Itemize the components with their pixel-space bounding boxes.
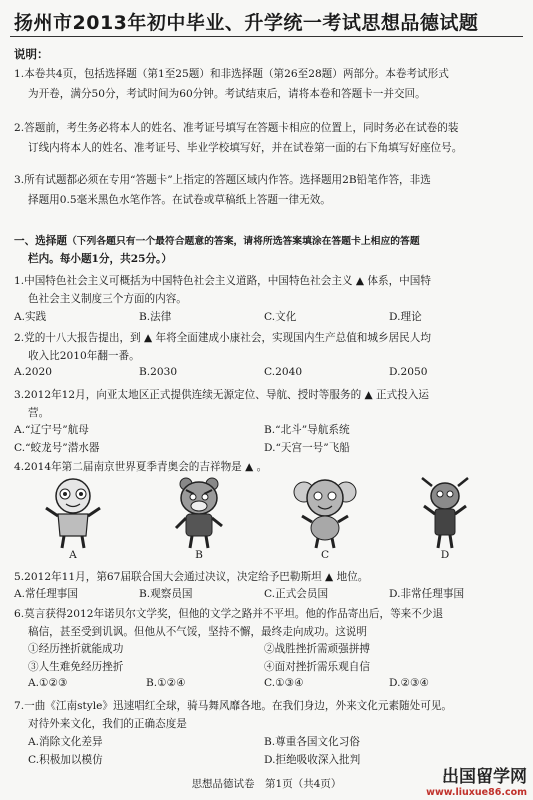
q1-option-b: B.法律 xyxy=(139,311,172,323)
q6-statement-4: ④面对挫折需乐观自信 xyxy=(264,661,370,673)
note-3 xyxy=(14,170,519,210)
q7-stem-2: 对待外来文化，我们的正确态度是 xyxy=(28,718,187,730)
q5-option-b: B.观察员国 xyxy=(139,588,193,600)
note-1 xyxy=(14,64,519,104)
q6-option-a: A.①②③ xyxy=(28,677,68,689)
q6-stem-1: 6.莫言获得2012年诺贝尔文学奖，但他的文学之路并不平坦。他的作品寄出后，等来不少退 xyxy=(14,608,444,620)
q6-statement-2: ②战胜挫折需顽强拼搏 xyxy=(264,643,370,655)
q6-option-d: D.②③④ xyxy=(389,677,429,689)
q6-option-c: C.①③④ xyxy=(264,677,304,689)
mascot-a-image xyxy=(38,476,108,550)
q4-stem: 4.2014年第二届南京世界夏季青奥会的吉祥物是 ▲ 。 xyxy=(14,461,268,473)
q4-mascot-options xyxy=(14,476,519,566)
note-1-line-2: 为开卷，满分50分，考试时间为60分钟。考试结束后，请将本卷和答题卡一并交回。 xyxy=(28,88,426,100)
title-rule xyxy=(10,36,523,37)
section-title: 一、选择题 xyxy=(14,235,67,247)
q3-options-ab xyxy=(14,422,519,440)
q2-options xyxy=(14,366,519,384)
q7-options-ab xyxy=(14,734,519,752)
q6-statement-3: ③人生难免经历挫折 xyxy=(28,661,124,673)
q3-option-d: D.“天宫一号”飞船 xyxy=(264,442,350,454)
q2-option-b: B.2030 xyxy=(139,366,178,378)
q5-options xyxy=(14,586,519,604)
q7-option-a: A.消除文化差异 xyxy=(28,736,103,748)
q3-option-b: B.“北斗”导航系统 xyxy=(264,424,350,436)
mascot-c-label: C xyxy=(320,549,330,561)
q7-option-d: D.拒绝吸收深入批判 xyxy=(264,754,361,766)
note-2-line-2: 订线内将本人的姓名、准考证号、毕业学校填写好，并在试卷第一面的右下角填写好座位号。 xyxy=(28,142,463,154)
q3-stem-2: 营。 xyxy=(28,407,50,419)
page-footer: 思想品德试卷 第1页（共4页） xyxy=(191,778,342,790)
q7-option-b: B.尊重各国文化习俗 xyxy=(264,736,360,748)
q3-stem-1: 3.2012年12月，向亚太地区正式提供连续无源定位、导航、授时等服务的 ▲ 正式投入运 xyxy=(14,389,430,401)
note-2-line-1: 2.答题前，考生务必将本人的姓名、准考证号填写在答题卡相应的位置上，同时务必在试卷的装 xyxy=(14,122,459,134)
q6-statements-34 xyxy=(14,659,519,677)
q3-option-c: C.“蛟龙号”潜水器 xyxy=(14,442,100,454)
section-instructions-1: （下列各题只有一个最符合题意的答案，请将所选答案填涂在答题卡上相应的答题 xyxy=(66,236,420,247)
mascot-b-label: B xyxy=(195,549,203,561)
note-2 xyxy=(14,118,519,158)
q2-option-d: D.2050 xyxy=(389,366,428,378)
q6-options xyxy=(14,677,519,695)
q1-option-d: D.理论 xyxy=(389,311,422,323)
q2-stem-2: 收入比2010年翻一番。 xyxy=(28,350,140,362)
q5-stem: 5.2012年11月，第67届联合国大会通过决议，决定给予巴勒斯坦 ▲ 地位。 xyxy=(14,571,369,583)
q6-statement-1: ①经历挫折就能成功 xyxy=(28,643,124,655)
q5-option-d: D.非常任理事国 xyxy=(389,588,465,600)
section-instructions-2: 栏内。每小题1分，共25分。） xyxy=(28,253,172,265)
q7-option-c: C.积极加以模仿 xyxy=(28,754,103,766)
q1-stem-2: 色社会主义制度三个方面的内容。 xyxy=(28,293,187,305)
q2-stem-1: 2.党的十八大报告提出，到 ▲ 年将全面建成小康社会，实现国内生产总值和城乡居民人均 xyxy=(14,332,431,344)
q3-option-a: A.“辽宁号”航母 xyxy=(14,424,89,436)
mascot-a-label: A xyxy=(69,549,77,561)
q6-stem-2: 稿信，甚至受到讥讽。但他从不气馁，坚持不懈，最终走向成功。这说明 xyxy=(28,626,367,638)
section-heading xyxy=(14,232,519,251)
mascot-d-label: D xyxy=(440,549,450,561)
q5-option-c: C.正式会员国 xyxy=(264,588,329,600)
q2-option-c: C.2040 xyxy=(264,366,303,378)
notes-heading: 说明： xyxy=(14,47,49,61)
watermark-title: 出国留学网 xyxy=(442,767,527,787)
note-1-line-1: 1.本卷共4页，包括选择题（第1至25题）和非选择题（第26至28题）两部分。本卷考试形式 xyxy=(14,68,449,80)
mascot-d-image xyxy=(410,476,480,550)
site-watermark xyxy=(426,762,527,798)
q1-option-c: C.文化 xyxy=(264,311,297,323)
mascot-c-image xyxy=(290,476,360,550)
q2-option-a: A.2020 xyxy=(14,366,52,378)
q3-options-cd xyxy=(14,440,519,458)
exam-title: 扬州市2013年初中毕业、升学统一考试思想品德试题 xyxy=(14,12,479,34)
watermark-url: www.liuxue86.com xyxy=(426,787,527,798)
q1-options xyxy=(14,309,519,327)
q6-option-b: B.①②④ xyxy=(146,677,186,689)
mascot-b-image xyxy=(164,476,234,550)
q6-statements-12 xyxy=(14,641,519,659)
note-3-line-1: 3.所有试题都必须在专用“答题卡”上指定的答题区域内作答。选择题用2B铅笔作答，非选 xyxy=(14,174,431,186)
q1-stem-1: 1.中国特色社会主义可概括为中国特色社会主义道路，中国特色社会主义 ▲ 体系，中国特 xyxy=(14,275,431,287)
q5-option-a: A.常任理事国 xyxy=(14,588,78,600)
note-3-line-2: 择题用0.5毫米黑色水笔作答。在试卷或草稿纸上答题一律无效。 xyxy=(28,194,331,206)
q1-option-a: A.实践 xyxy=(14,311,47,323)
q7-stem-1: 7.一曲《江南style》迅速唱红全球，骑马舞风靡各地。在我们身边，外来文化元素随处可见。 xyxy=(14,700,453,712)
